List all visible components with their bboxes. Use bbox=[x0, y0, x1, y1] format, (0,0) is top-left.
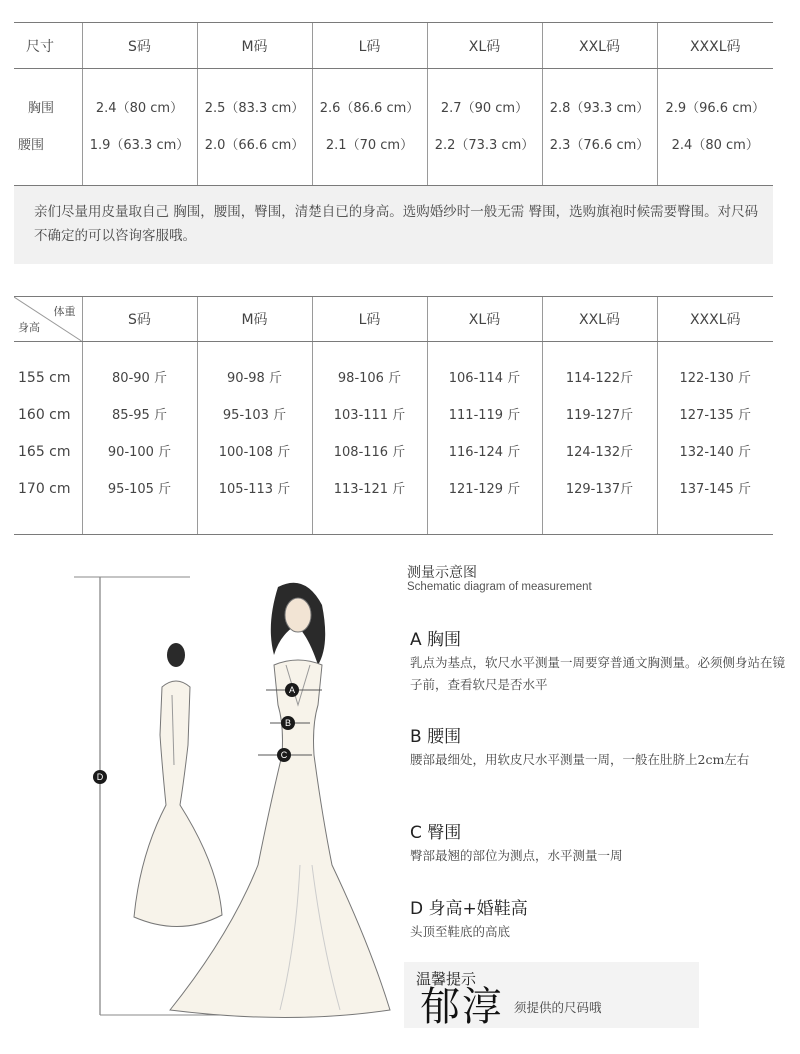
corner-cell bbox=[14, 297, 82, 342]
height-value: 160 cm bbox=[18, 407, 71, 423]
item-a-description: 乳点为基点，软尺水平测量一周要穿普通文胸测量。必须侧身站在镜子前，查看软尺是否水平 bbox=[410, 655, 786, 692]
header-cell: L码 bbox=[312, 23, 427, 69]
waist-value: 2.1（70 cm） bbox=[325, 138, 414, 153]
header-cell: XL码 bbox=[427, 297, 542, 342]
weight-column bbox=[542, 342, 657, 535]
waist-value: 2.2（73.3 cm） bbox=[434, 138, 535, 153]
item-a-heading: A 胸围 bbox=[410, 630, 462, 650]
weight-table bbox=[14, 296, 773, 535]
weight-value: 116-124 斤 bbox=[448, 445, 521, 460]
size-table-body bbox=[14, 69, 773, 186]
weight-column bbox=[82, 342, 197, 535]
size-cell bbox=[657, 69, 773, 186]
measurement-subtitle: Schematic diagram of measurement bbox=[407, 581, 592, 593]
weight-value: 127-135 斤 bbox=[679, 408, 751, 423]
size-cell bbox=[427, 69, 542, 186]
size-cell bbox=[197, 69, 312, 186]
item-c-heading: C 臀围 bbox=[410, 823, 462, 843]
weight-value: 132-140 斤 bbox=[679, 445, 751, 460]
header-cell: 尺寸 bbox=[14, 23, 82, 69]
header-cell: L码 bbox=[312, 297, 427, 342]
size-table bbox=[14, 22, 773, 186]
chest-value: 2.5（83.3 cm） bbox=[204, 101, 305, 116]
header-cell: S码 bbox=[82, 297, 197, 342]
weight-value: 90-100 斤 bbox=[107, 445, 172, 460]
measurement-title: 测量示意图 bbox=[407, 565, 477, 581]
size-cell bbox=[82, 69, 197, 186]
tip-title: 温馨提示 bbox=[416, 970, 477, 988]
size-cell bbox=[542, 69, 657, 186]
item-d-description: 头顶至鞋底的高底 bbox=[410, 924, 511, 939]
chest-value: 2.8（93.3 cm） bbox=[549, 101, 650, 116]
chest-value: 2.7（90 cm） bbox=[440, 101, 529, 116]
height-value: 155 cm bbox=[18, 370, 71, 386]
marker-d-icon: D bbox=[93, 770, 107, 784]
marker-b-icon: B bbox=[281, 716, 295, 730]
item-b-heading: B 腰围 bbox=[410, 727, 462, 747]
size-table-header bbox=[14, 23, 773, 69]
weight-value: 95-105 斤 bbox=[107, 482, 172, 497]
header-cell: XXL码 bbox=[542, 23, 657, 69]
weight-value: 114-122斤 bbox=[565, 371, 634, 386]
corner-weight-label: 体重 bbox=[53, 305, 76, 318]
corner-height-label: 身高 bbox=[18, 321, 40, 334]
chest-value: 2.9（96.6 cm） bbox=[665, 101, 766, 116]
weight-column bbox=[197, 342, 312, 535]
item-d-heading: D 身高+婚鞋高 bbox=[410, 899, 528, 919]
weight-value: 108-116 斤 bbox=[333, 445, 406, 460]
waist-value: 2.0（66.6 cm） bbox=[204, 138, 305, 153]
weight-value: 119-127斤 bbox=[565, 408, 634, 423]
header-cell: S码 bbox=[82, 23, 197, 69]
weight-column bbox=[427, 342, 542, 535]
header-cell: XXXL码 bbox=[657, 23, 773, 69]
waist-value: 2.3（76.6 cm） bbox=[549, 138, 650, 153]
note-text: 亲们尽量用皮量取自己 胸围，腰围，臀围，清楚自已的身高。选购婚纱时一般无需 臀围，选购旗袍时候需要臀围。对尺码不确定的可以咨询客服哦。 bbox=[34, 204, 759, 244]
header-cell: M码 bbox=[197, 297, 312, 342]
height-value: 165 cm bbox=[18, 444, 71, 460]
header-cell: XXL码 bbox=[542, 297, 657, 342]
weight-table-header bbox=[14, 297, 773, 342]
header-cell: M码 bbox=[197, 23, 312, 69]
height-column bbox=[14, 342, 82, 535]
weight-value: 124-132斤 bbox=[565, 445, 634, 460]
waist-value: 1.9（63.3 cm） bbox=[89, 138, 190, 153]
weight-value: 95-103 斤 bbox=[222, 408, 287, 423]
item-c-description: 臀部最翘的部位为测点，水平测量一周 bbox=[410, 848, 623, 863]
waist-value: 2.4（80 cm） bbox=[671, 138, 759, 153]
weight-value: 103-111 斤 bbox=[333, 408, 406, 423]
header-cell: XL码 bbox=[427, 23, 542, 69]
row-label: 腰围 bbox=[18, 138, 45, 153]
chest-value: 2.6（86.6 cm） bbox=[319, 101, 420, 116]
dress-sketch bbox=[60, 565, 400, 1025]
marker-a-icon: A bbox=[285, 683, 299, 697]
weight-value: 85-95 斤 bbox=[112, 408, 167, 423]
header-cell: XXXL码 bbox=[657, 297, 773, 342]
chest-value: 2.4（80 cm） bbox=[95, 101, 184, 116]
weight-value: 105-113 斤 bbox=[218, 482, 291, 497]
weight-table-body bbox=[14, 342, 773, 535]
measurement-illustration bbox=[60, 565, 400, 1025]
weight-value: 111-119 斤 bbox=[448, 408, 521, 423]
weight-value: 137-145 斤 bbox=[679, 482, 751, 497]
weight-value: 100-108 斤 bbox=[218, 445, 291, 460]
row-label-cell bbox=[14, 69, 82, 186]
height-value: 170 cm bbox=[18, 481, 71, 497]
marker-c-icon: C bbox=[277, 748, 291, 762]
weight-value: 80-90 斤 bbox=[112, 371, 167, 386]
weight-value: 106-114 斤 bbox=[448, 371, 521, 386]
weight-column bbox=[657, 342, 773, 535]
weight-column bbox=[312, 342, 427, 535]
weight-value: 122-130 斤 bbox=[679, 371, 751, 386]
weight-value: 129-137斤 bbox=[565, 482, 634, 497]
size-cell bbox=[312, 69, 427, 186]
watermark-text: 郁淳 bbox=[420, 984, 504, 1030]
item-b-description: 腰部最细处，用软皮尺水平测量一周，一般在肚脐上2cm左右 bbox=[410, 752, 750, 767]
row-label: 胸围 bbox=[28, 101, 55, 116]
weight-value: 90-98 斤 bbox=[227, 371, 282, 386]
note-box bbox=[14, 186, 773, 264]
weight-value: 113-121 斤 bbox=[333, 482, 406, 497]
weight-value: 121-129 斤 bbox=[448, 482, 521, 497]
tip-text: 须提供的尺码哦 bbox=[514, 1000, 602, 1015]
weight-value: 98-106 斤 bbox=[337, 371, 402, 386]
